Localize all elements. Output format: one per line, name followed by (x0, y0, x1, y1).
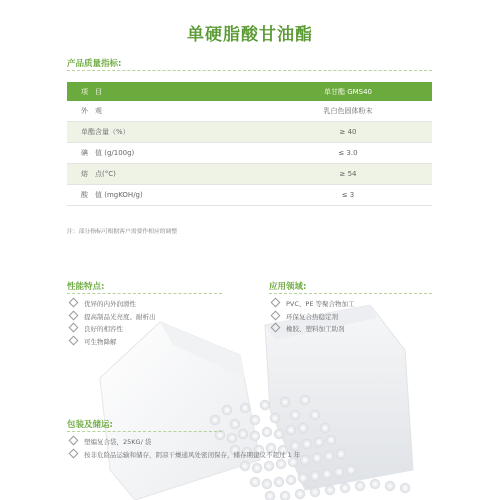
row-value: ≤ 3 (264, 185, 432, 206)
diamond-bullet-icon (69, 448, 79, 458)
list-item: 环保复合热稳定剂 (272, 311, 355, 324)
diamond-bullet-icon (271, 298, 281, 308)
quality-note: 注：部分指标可根据客户需要作相应的调整 (67, 229, 178, 235)
applications-divider (269, 293, 432, 294)
page-title: 单硬脂酸甘油酯 (187, 25, 313, 45)
quality-table (67, 82, 432, 206)
diamond-bullet-icon (271, 323, 281, 333)
list-item: 优异的内外润滑性 (70, 298, 156, 311)
features-heading: 性能特点: (67, 282, 105, 292)
features-list (70, 298, 156, 348)
row-value: ≥ 54 (264, 164, 432, 185)
header-product: 单甘酯 GMS40 (264, 82, 432, 101)
row-name: 酸 值 (mgKOH/g) (67, 185, 264, 206)
list-item: 提高制品光亮度、耐析出 (70, 311, 156, 324)
table-row (67, 101, 432, 122)
list-item: 可生物降解 (70, 336, 156, 349)
diamond-bullet-icon (271, 310, 281, 320)
row-name: 碘 值 (g/100g) (67, 143, 264, 164)
quality-heading: 产品质量指标: (67, 59, 122, 69)
applications-heading: 应用领域: (269, 282, 307, 292)
packaging-divider (67, 431, 222, 432)
table-row (67, 164, 432, 185)
applications-list (272, 298, 355, 336)
row-value: ≤ 3.0 (264, 143, 432, 164)
diamond-bullet-icon (69, 298, 79, 308)
features-divider (67, 293, 222, 294)
header-item: 项 目 (67, 82, 264, 101)
packaging-list (70, 436, 300, 461)
row-name: 熔 点(°C) (67, 164, 264, 185)
diamond-bullet-icon (69, 323, 79, 333)
table-row (67, 143, 432, 164)
diamond-bullet-icon (69, 436, 79, 446)
table-row (67, 122, 432, 143)
table-header-row (67, 82, 432, 101)
row-name: 单酯含量（%） (67, 122, 264, 143)
list-item: 橡胶、塑料加工助剂 (272, 323, 355, 336)
list-item: PVC、PE 等聚合物加工 (272, 298, 355, 311)
row-value: ≥ 40 (264, 122, 432, 143)
diamond-bullet-icon (69, 310, 79, 320)
list-item: 良好的相容性 (70, 323, 156, 336)
row-value: 乳白色固体粉末 (264, 101, 432, 122)
list-item: 塑编复合袋，25KG/ 袋 (70, 436, 300, 449)
list-item: 按非危险品运输和储存，阴凉干燥通风处密闭保存，储存期建议不超过 1 年 (70, 449, 300, 462)
quality-divider (67, 70, 432, 71)
table-row (67, 185, 432, 206)
row-name: 外 观 (67, 101, 264, 122)
diamond-bullet-icon (69, 335, 79, 345)
packaging-heading: 包装及储运: (67, 420, 113, 430)
